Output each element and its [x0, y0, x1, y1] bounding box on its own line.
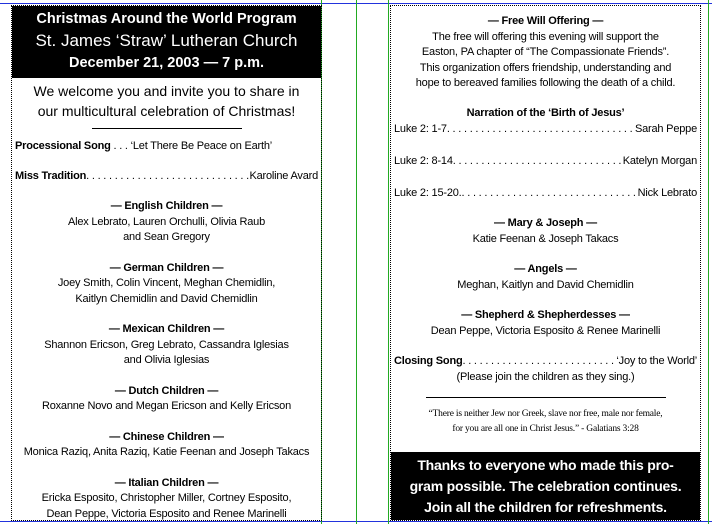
footer-line: gram possible. The celebration continues. [409, 478, 682, 494]
thanks-footer [391, 452, 700, 520]
reading [391, 121, 700, 137]
reading [391, 185, 700, 201]
quote-line: “There is neither Jew nor Greek, slave nor free, male nor female, [428, 409, 663, 419]
section-title: — Free Will Offering — [487, 15, 604, 27]
welcome-line: our multicultural celebration of Christmas! [37, 103, 296, 119]
group-members: and Sean Gregory [123, 231, 210, 243]
group-title: — Mexican Children — [108, 323, 225, 335]
reader: Katelyn Morgan [622, 155, 697, 167]
guide-column [356, 0, 357, 524]
text-line: Easton, PA chapter of “The Compassionate Friends”. [421, 46, 670, 58]
group-members: Meghan, Kaitlyn and David Chemidlin [457, 278, 634, 291]
group-members: Alex Lebrato, Lauren Orchulli, Olivia Raub [67, 215, 266, 228]
group-members: Dean Peppe, Victoria Esposito and Renee Marinelli [46, 507, 287, 520]
group-title: — Dutch Children — [114, 384, 219, 397]
welcome-line: We welcome you and invite you to share in [33, 83, 300, 99]
cast-group [12, 476, 321, 522]
cast-group [391, 216, 700, 247]
miss-tradition [12, 168, 321, 184]
group-members: Kaitlyn Chemidlin and David Chemidlin [75, 292, 258, 305]
value: ‘Let There Be Peace on Earth’ [130, 140, 273, 152]
group-title: — Italian Children — [114, 476, 219, 489]
group-title: — Mary & Joseph — [494, 217, 597, 229]
guide-column [708, 0, 709, 524]
cast-group [12, 261, 321, 308]
program-title: Christmas Around the World Program [36, 11, 297, 27]
scripture-quote [391, 407, 700, 437]
ref: Luke 2: 15-20. [394, 187, 462, 199]
processional-song: Processional Song . . . ‘Let There Be Peace on Earth’ [15, 140, 273, 152]
group-members: Katie Feenan & Joseph Takacs [472, 232, 619, 245]
quote-line: for you are all one in Christ Jesus.” - Galatians 3:28 [452, 424, 639, 434]
welcome-text [12, 81, 321, 121]
reader: Nick Lebrato [637, 187, 697, 199]
label: Closing Song [394, 355, 463, 367]
group-members: and Olivia Iglesias [123, 354, 210, 366]
cast-group [391, 308, 700, 339]
closing-song [391, 353, 700, 369]
group-members: Ericka Esposito, Christopher Miller, Cortney Esposito, [41, 492, 292, 504]
footer-line: Join all the children for refreshments. [424, 499, 667, 515]
value: Karoline Avard [249, 170, 318, 182]
cast-group [12, 430, 321, 461]
value: ‘Joy to the World’ [616, 355, 697, 367]
cast-group [12, 322, 321, 369]
reader: Sarah Peppe [634, 123, 697, 135]
closing-note: (Please join the children as they sing.) [456, 371, 635, 383]
group-members: Shannon Ericson, Greg Lebrato, Cassandra Iglesias [44, 338, 289, 351]
group-members: Monica Raziq, Anita Raziq, Katie Feenan and Joseph Takacs [23, 446, 310, 458]
program-date: December 21, 2003 — 7 p.m. [68, 55, 265, 71]
group-title: — Shepherd & Shepherdesses — [461, 309, 630, 321]
label: Processional Song [15, 140, 111, 152]
text-line: hope to bereaved families following the death of a child. [415, 77, 676, 89]
guide-column [388, 0, 389, 524]
group-title: — Angels — [514, 263, 577, 275]
group-title: — Chinese Children — [109, 430, 224, 443]
group-title: — English Children — [110, 200, 223, 212]
cast-group [391, 262, 700, 293]
left-panel [11, 5, 322, 521]
group-title: — German Children — [109, 261, 224, 274]
group-members: Roxanne Novo and Megan Ericson and Kelly Ericson [41, 400, 292, 412]
label: Miss Tradition [15, 170, 87, 182]
ref: Luke 2: 8-14 [394, 155, 453, 167]
section-title: Narration of the ‘Birth of Jesus’ [466, 106, 625, 119]
footer-line: Thanks to everyone who made this pro- [417, 457, 674, 473]
text-line: The free will offering this evening will support the [432, 30, 659, 43]
cast-group [12, 384, 321, 415]
program-header [12, 6, 321, 78]
divider [426, 397, 666, 398]
divider [92, 128, 242, 129]
reading [391, 153, 700, 169]
church-name: St. James ‘Straw’ Lutheran Church [35, 31, 298, 50]
offering-section [391, 14, 700, 92]
group-members: Joey Smith, Colin Vincent, Meghan Chemidlin, [57, 277, 276, 289]
right-panel [390, 5, 701, 521]
narration-title [391, 106, 700, 122]
group-members: Dean Peppe, Victoria Esposito & Renee Marinelli [430, 324, 661, 337]
cast-group [12, 199, 321, 246]
ref: Luke 2: 1-7 [394, 123, 447, 135]
text-line: This organization offers friendship, understanding and [419, 61, 672, 74]
